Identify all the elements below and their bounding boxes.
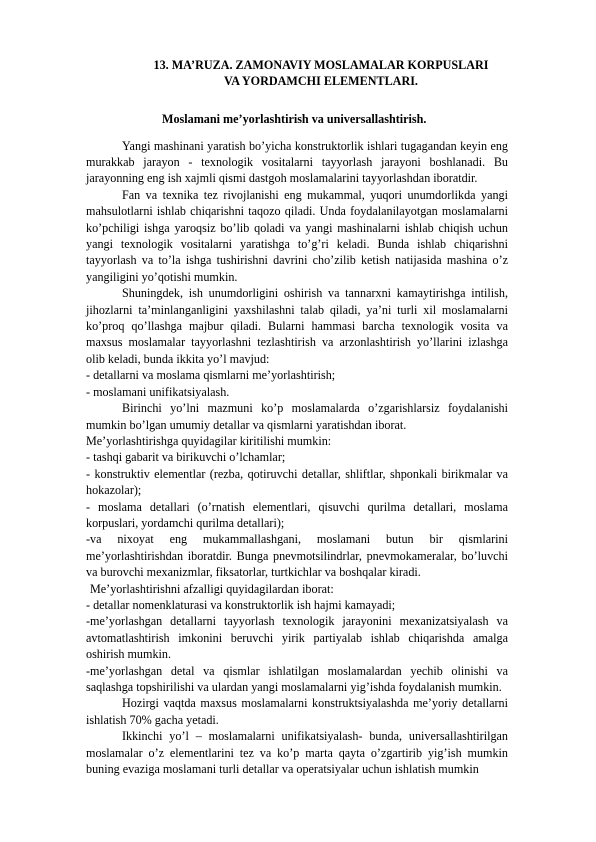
paragraph: Ikkinchi yo’l – moslamalarni unifikatsiyalash- bunda, universallashtirilgan moslamalar o’z elementlarini tez va ko’p marta qayta o’zgartirib yig’ish mumkin buning evaziga moslamani turli detallar va operatsiyalar uchun ishlatish mumkin <box>86 729 508 777</box>
list-item: -me’yorlashgan detallarni tayyorlash texnologik jarayonini mexanizatsiyalash va avtomatlashtirish imkonini beruvchi yirik partiyalab ishlab chiqarishda amalga oshirish mumkin. <box>86 614 508 662</box>
paragraph: Shuningdek, ish unumdorligini oshirish va tannarxni kamaytirishga intilish, jihozlarni ta’minlanganligini yaxshilashni talab qiladi, ya’ni turli xil moslamalarni ko’proq qo’llashga majbur qiladi. Bularni hammasi barcha texnologik vosita va maxsus moslamalar tayyorlashni tezlashtirish va arzonlashtirish yo’llarini izlashga olib keladi, bunda ikkita yo’l mavjud: <box>86 286 508 366</box>
list-item: - konstruktiv elementlar (rezba, qotiruvchi detallar, shliftlar, shponkali birikmalar va hokazolar); <box>86 466 508 498</box>
list-item: - tashqi gabarit va birikuvchi o’lchamlar; <box>86 450 286 465</box>
paragraph: Me’yorlashtirishga quyidagilar kiritilishi mumkin: <box>86 433 332 448</box>
list-item: - detallarni va moslama qismlarni me’yorlashtirish; <box>86 368 336 383</box>
lecture-title <box>134 58 508 89</box>
document-page <box>86 58 508 777</box>
title-line-1: 13. MA’RUZA. ZAMONAVIY MOSLAMALAR KORPUSLARI <box>153 58 489 72</box>
paragraph: Birinchi yo’lni mazmuni ko’p moslamalarda o’zgarishlarsiz foydalanishi mumkin bo’lgan umumiy detallar va qismlarni yaratishdan iborat. <box>86 401 508 432</box>
title-line-2: VA YORDAMCHI ELEMENTLARI. <box>224 73 418 88</box>
list-item: -me’yorlashgan detal va qismlar ishlatilgan moslamalardan yechib olinishi va saqlashga topshirilishi va ulardan yangi moslamalarni yig’ishda foydalanish mumkin. <box>86 663 508 694</box>
list-item: - moslama detallari (o’rnatish elementlari, qisuvchi qurilma detallari, moslama korpuslari, yordamchi qurilma detallari); <box>86 499 508 530</box>
paragraph: Fan va texnika tez rivojlanishi eng mukammal, yuqori unumdorlikda yangi mahsulotlarni ishlab chiqarishni taqozo qiladi. Unda foydalanilayotgan moslamalarni ko’pchiligi ishga yaroqsiz bo’lib qoladi va yangi mashinalarni ishlab chiqish uchun yangi texnologik vositalarni yaratishga to’g’ri keladi. Bunda ishlab chiqarishni tayyorlash va to’la ishga tushirishni davrini cho’zilib ketish natijasida mashina o’z yangiligini yo’qotishi mumkin. <box>86 187 508 284</box>
list-item: -va nixoyat eng mukammallashgani, moslamani butun bir qismlarini me’yorlashtirishdan iboratdir. Bunga pnevmotsilindrlar, pnevmokameralar, bo’luvchi va burovchi mexanizmlar, fiksatorlar, turtkichlar va boshqalar kiradi. <box>86 532 508 580</box>
paragraph: Yangi mashinani yaratish bo’yicha konstruktorlik ishlari tugagandan keyin eng murakkab jarayon - texnologik vositalarni tayyorlash jarayoni boshlanadi. Bu jarayonning eng ish xajmli qismi dastgoh moslamalarini tayyorlashdan iboratdir. <box>86 138 508 186</box>
paragraph: Hozirgi vaqtda maxsus moslamalarni konstruktsiyalashda me’yoriy detallarni ishlatish 70% gacha yetadi. <box>86 696 508 727</box>
section-subtitle: Moslamani me’yorlashtirish va universallashtirish. <box>162 112 427 127</box>
list-item: - moslamani unifikatsiyalash. <box>86 384 230 399</box>
paragraph: Me’yorlashtirishni afzalligi quyidagilardan iborat: <box>90 581 334 596</box>
list-item: - detallar nomenklaturasi va konstruktorlik ish hajmi kamayadi; <box>86 597 396 612</box>
